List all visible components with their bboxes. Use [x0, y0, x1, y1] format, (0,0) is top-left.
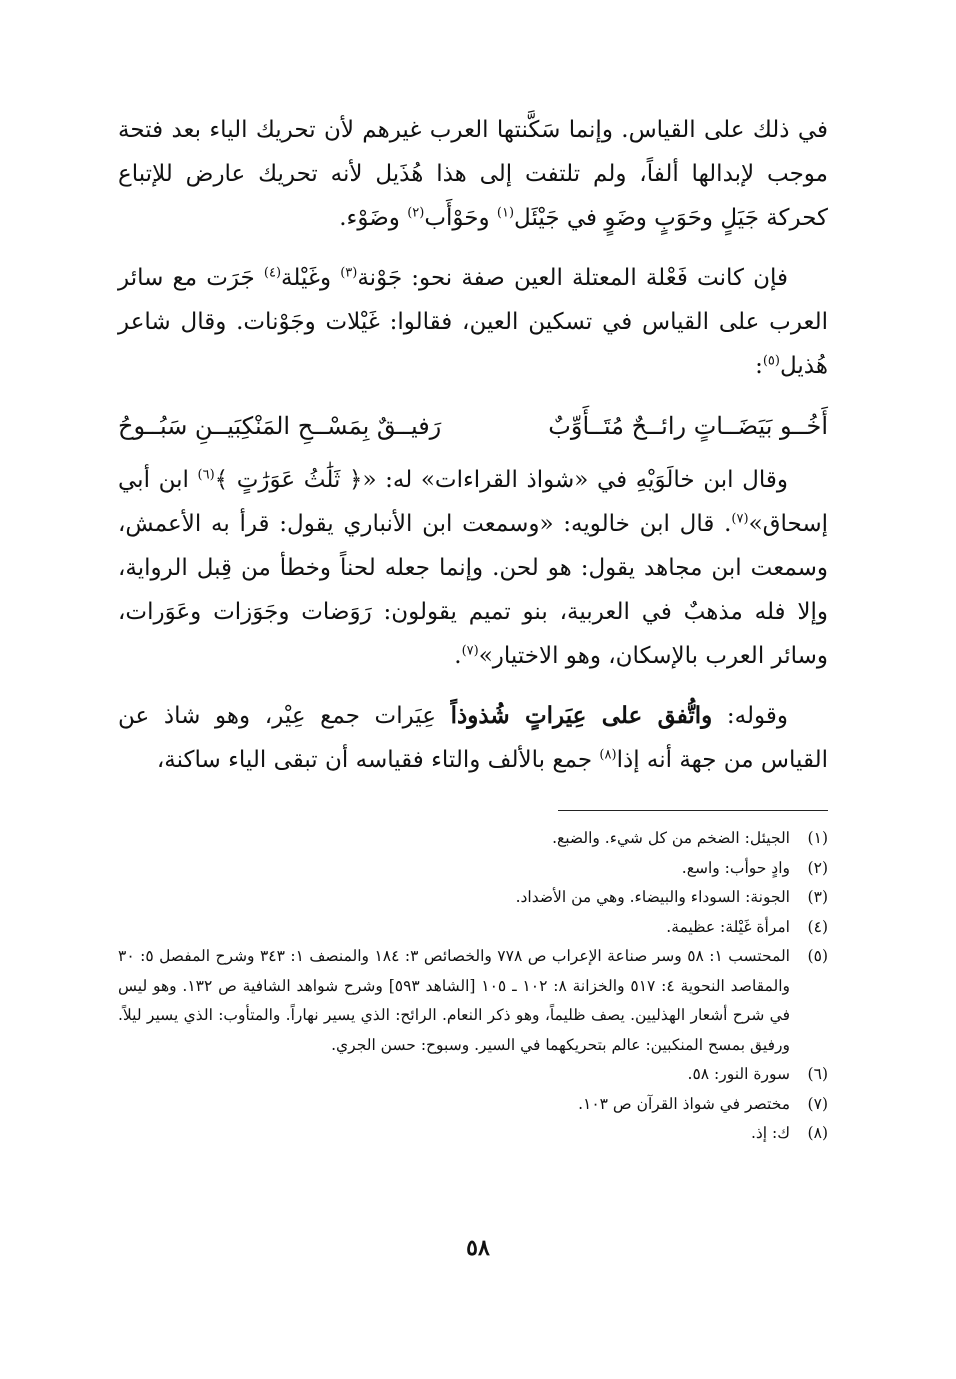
footnote [118, 883, 828, 913]
paragraph-text: جَرَت مع سائر العرب على القياس في تسكين العين، فقالوا: غَيْلات وجَوْنات. وقال شاعر هُذيل [118, 265, 828, 379]
footnote-text: امرأة غَيْلة: عظيمة. [666, 917, 790, 936]
footnote-text: وادٍ حوأب: واسع. [681, 858, 790, 877]
footnote-ref: (٨) [599, 747, 617, 763]
footnote [118, 1090, 828, 1120]
paragraph-text: وقوله: [712, 703, 788, 729]
paragraph-text: جمع بالألف والتاء فقياسه أن تبقى الياء ساكنة، [156, 747, 600, 773]
footnote [118, 854, 828, 884]
main-text [118, 108, 828, 782]
footnote [118, 1119, 828, 1149]
footnote-text: المحتسب ١: ٥٨ وسر صناعة الإعراب ص ٧٧٨ والخصائص ٣: ١٨٤ والمنصف ١: ٣٤٣ وشرح المفصل ٥: ٣٠ والمقاصد النحوية ٤: ٥١٧ والخزانة ٨: ١٠٢ ـ ١٠٥ [الشاهد ٥٩٣] وشرح شواهد الشافية ص ١٣٢. وهو ليس في شرح أشعار الهذليين. يصف ظليماً، وهو ذكر النعام. الرائح: الذي يسير نهاراً. والمتأوب: الذي يسير ليلاً. ورفيق بمسح المنكبين: عالم بتحريكهما في السير. وسبوح: حسن الجري. [118, 947, 790, 1054]
footnote-number: (١) [807, 829, 828, 847]
footnote-number: (٦) [807, 1065, 828, 1083]
footnote-number: (٢) [807, 858, 828, 877]
poetry-verse [118, 404, 828, 448]
footnote-number: (٧) [807, 1094, 828, 1113]
footnote-number: (٤) [807, 917, 828, 936]
footnote-number: (٣) [807, 888, 828, 906]
footnote-ref: (٤) [263, 265, 282, 281]
paragraph-text: وضَوْء. [339, 205, 408, 231]
verse-first-hemistich: أَخُــو بَيَضَــاتٍ رائــحٌ مُتَــأَوِّبٌ [548, 412, 828, 440]
paragraph-3 [118, 458, 828, 678]
footnote-text: الجيئل: الضخم من كل شيء. والضبع. [552, 829, 790, 847]
footnote-ref: (٧) [461, 643, 479, 659]
paragraph-text: . [454, 643, 462, 669]
footnote-text: سورة النور: ٥٨. [687, 1065, 790, 1083]
quoted-matn-text: واتُّفق على عِيَراتٍ شُذوذاً [450, 702, 713, 729]
footnote [118, 942, 828, 1060]
paragraph-text: وغَيْلة [281, 265, 341, 291]
footnote-ref: (٥) [762, 353, 780, 369]
footnote-number: (٥) [807, 947, 828, 965]
footnote-ref: (٦) [197, 467, 215, 483]
paragraph-text: في ذلك على القياس. وإنما سَكَّنتها العرب غيرهم لأن تحريك الياء بعد فتحة موجب لإبدالها ألفاً، ولم تلتفت إلى هذا هُذَيل لأنه تحريك عارض للإتباع كحركة جَيَلٍ وحَوَبٍ وضَوٍ في جَيْئَل [118, 117, 828, 231]
footnote [118, 913, 828, 943]
footnote-ref: (٢) [407, 205, 425, 221]
page-number: ٥٨ [466, 1235, 490, 1261]
paragraph-text: عِيَرات جمع عِيْر، وهو شاذ عن القياس من جهة أنه إذا [118, 703, 828, 773]
footnote [118, 1060, 828, 1090]
paragraph-text: . قال ابن خالويه: «وسمعت ابن الأنباري يقول: قرأ به الأعمش، وسمعت ابن مجاهد يقول: هو لحن. وإنما جعله لحناً وخطأ من قِبل الرواية، وإلا فله مذهبٌ في العربية، بنو تميم يقولون: رَوَضات وجَوَزات وعَوَرات، وسائر العرب بالإسكان، وهو الاختيار» [118, 511, 828, 669]
paragraph-text: ابن أبي إسحاق» [118, 467, 828, 537]
paragraph-text: وحَوْأَب [424, 205, 497, 231]
paragraph-2 [118, 256, 828, 388]
paragraph-text: وقال ابن خالَوَيْهِ في «شواذ القراءات» له: «﴿ ثَلَٰثُ عَوَرَٰتٍ ﴾ [214, 467, 788, 493]
footnote-separator [558, 810, 828, 811]
footnote-ref: (١) [496, 205, 515, 221]
paragraph-text: : [755, 353, 763, 379]
footnote [118, 824, 828, 854]
paragraph-text: فإن كانت فَعْلة المعتلة العين صفة نحو: جَوْنة [357, 265, 788, 291]
footnote-text: مختصر في شواذ القرآن ص ١٠٣. [578, 1094, 790, 1113]
footnote-text: ك: إذ. [750, 1124, 790, 1142]
footnote-ref: (٧) [731, 511, 749, 527]
footnote-text: الجونة: السوداء والبيضاء. وهي من الأضداد. [515, 888, 790, 906]
paragraph-1 [118, 108, 828, 240]
footnotes [118, 824, 828, 1149]
footnote-number: (٨) [807, 1124, 828, 1142]
paragraph-4 [118, 694, 828, 782]
footnote-ref: (٣) [340, 265, 358, 281]
verse-second-hemistich: رَفيــقٌ بِمَسْــحِ المَنْكِبَيــنِ سَبُــوحُ [118, 412, 442, 440]
